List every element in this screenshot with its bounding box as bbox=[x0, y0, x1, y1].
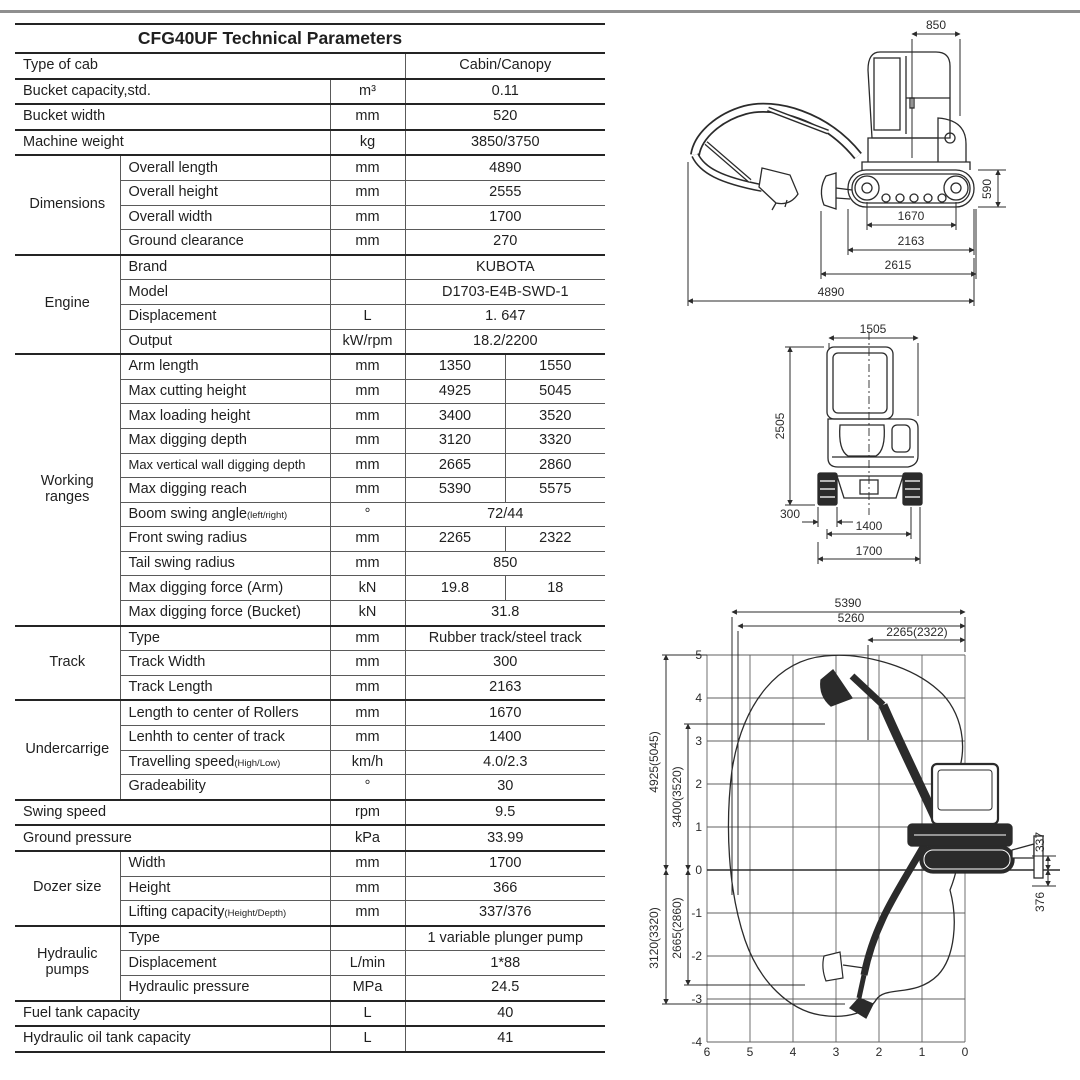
unit: kN bbox=[330, 601, 405, 626]
dim-300-label: 300 bbox=[779, 507, 801, 521]
x-tick: 0 bbox=[961, 1045, 969, 1059]
x-tick: 5 bbox=[746, 1045, 754, 1059]
param-label-text: Travelling speed bbox=[128, 753, 235, 770]
param-label: Type of cab bbox=[15, 53, 405, 79]
dim-1505-label: 1505 bbox=[859, 322, 887, 336]
dim-2505-label: 2505 bbox=[773, 412, 787, 440]
unit: mm bbox=[330, 230, 405, 255]
dim-blade-drop-label: 376 bbox=[1033, 891, 1047, 913]
unit: mm bbox=[330, 551, 405, 576]
param-label: Overall width bbox=[120, 205, 330, 230]
value-short-arm: 19.8 bbox=[405, 576, 505, 601]
unit: MPa bbox=[330, 975, 405, 1000]
value: 850 bbox=[405, 551, 605, 576]
param-label: Length to center of Rollers bbox=[120, 700, 330, 725]
unit: mm bbox=[330, 180, 405, 205]
value: 31.8 bbox=[405, 601, 605, 626]
dim-1400-label: 1400 bbox=[855, 519, 883, 533]
value-short-arm: 1350 bbox=[405, 354, 505, 379]
param-label: Brand bbox=[120, 255, 330, 280]
x-tick: 2 bbox=[875, 1045, 883, 1059]
working-range-diagram bbox=[640, 590, 1080, 1080]
value: 30 bbox=[405, 775, 605, 800]
unit: m³ bbox=[330, 79, 405, 105]
param-label: Model bbox=[120, 280, 330, 305]
param-label bbox=[120, 750, 330, 775]
value: 337/376 bbox=[405, 901, 605, 926]
value: 40 bbox=[405, 1001, 605, 1027]
x-tick: 1 bbox=[918, 1045, 926, 1059]
value: 3850/3750 bbox=[405, 130, 605, 156]
dim-1700-label: 1700 bbox=[855, 544, 883, 558]
unit: ° bbox=[330, 775, 405, 800]
value: 1*88 bbox=[405, 951, 605, 976]
y-tick: -2 bbox=[691, 949, 702, 963]
y-tick: 2 bbox=[695, 777, 702, 791]
unit: mm bbox=[330, 104, 405, 130]
value-long-arm: 3520 bbox=[505, 404, 605, 429]
dim-blade-lift-label: 337 bbox=[1033, 831, 1047, 853]
dim-2163-label: 2163 bbox=[897, 234, 925, 248]
param-label: Tail swing radius bbox=[120, 551, 330, 576]
x-axis-ticks bbox=[704, 1045, 969, 1059]
unit: mm bbox=[330, 404, 405, 429]
excavator-side-art bbox=[695, 52, 974, 210]
technical-parameters-table bbox=[15, 23, 605, 1053]
value-short-arm: 5390 bbox=[405, 478, 505, 503]
unit: L/min bbox=[330, 951, 405, 976]
unit: km/h bbox=[330, 750, 405, 775]
value-short-arm: 2265 bbox=[405, 527, 505, 552]
param-label: Max digging reach bbox=[120, 478, 330, 503]
dim-5260-label: 5260 bbox=[837, 611, 865, 625]
value: 2163 bbox=[405, 675, 605, 700]
value: 24.5 bbox=[405, 975, 605, 1000]
value: 1700 bbox=[405, 205, 605, 230]
value: 1400 bbox=[405, 726, 605, 751]
y-tick: 0 bbox=[695, 863, 702, 877]
working-range-svg bbox=[640, 590, 1080, 1080]
unit bbox=[330, 926, 405, 951]
param-label: Fuel tank capacity bbox=[15, 1001, 330, 1027]
param-label-small: (Height/Depth) bbox=[224, 908, 287, 920]
unit: L bbox=[330, 1001, 405, 1027]
param-label: Bucket width bbox=[15, 104, 330, 130]
dim-front-swing-label: 2265(2322) bbox=[886, 625, 948, 639]
excavator-front-art bbox=[818, 332, 922, 515]
param-label-small: (left/right) bbox=[247, 509, 288, 521]
param-label: Max digging force (Arm) bbox=[120, 576, 330, 601]
group-label-dozer-size: Dozer size bbox=[15, 851, 120, 926]
unit: mm bbox=[330, 726, 405, 751]
unit: ° bbox=[330, 502, 405, 527]
param-label: Max digging force (Bucket) bbox=[120, 601, 330, 626]
value: 300 bbox=[405, 651, 605, 676]
value: 0.11 bbox=[405, 79, 605, 105]
param-label-text: Boom swing angle bbox=[128, 505, 247, 522]
unit: mm bbox=[330, 527, 405, 552]
group-label-dimensions: Dimensions bbox=[15, 155, 120, 254]
param-label: Max digging depth bbox=[120, 428, 330, 453]
param-label: Ground clearance bbox=[120, 230, 330, 255]
dim-850-label: 850 bbox=[925, 18, 947, 32]
value-short-arm: 3120 bbox=[405, 428, 505, 453]
param-label: Machine weight bbox=[15, 130, 330, 156]
group-label-undercarriage: Undercarrige bbox=[15, 700, 120, 799]
unit: mm bbox=[330, 205, 405, 230]
param-label: Gradeability bbox=[120, 775, 330, 800]
param-label bbox=[120, 901, 330, 926]
unit: mm bbox=[330, 700, 405, 725]
x-tick: 6 bbox=[703, 1045, 711, 1059]
param-label: Overall height bbox=[120, 180, 330, 205]
front-view-drawing bbox=[740, 310, 1060, 585]
table-title: CFG40UF Technical Parameters bbox=[15, 24, 605, 53]
y-tick: 5 bbox=[695, 648, 702, 662]
param-label: Arm length bbox=[120, 354, 330, 379]
value-long-arm: 5045 bbox=[505, 379, 605, 404]
group-label-engine: Engine bbox=[15, 255, 120, 354]
unit: mm bbox=[330, 876, 405, 901]
param-label: Type bbox=[120, 926, 330, 951]
value: 1 variable plunger pump bbox=[405, 926, 605, 951]
dim-load-height-label: 3400(3520) bbox=[670, 766, 684, 828]
unit: mm bbox=[330, 453, 405, 478]
param-label: Type bbox=[120, 626, 330, 651]
unit: mm bbox=[330, 626, 405, 651]
value: 4890 bbox=[405, 155, 605, 180]
value-short-arm: 2665 bbox=[405, 453, 505, 478]
value-short-arm: 4925 bbox=[405, 379, 505, 404]
value-short-arm: 3400 bbox=[405, 404, 505, 429]
dim-4890-label: 4890 bbox=[817, 285, 845, 299]
param-label: Width bbox=[120, 851, 330, 876]
param-label: Ground pressure bbox=[15, 825, 330, 851]
value: 520 bbox=[405, 104, 605, 130]
y-tick: 3 bbox=[695, 734, 702, 748]
param-label: Displacement bbox=[120, 951, 330, 976]
value: KUBOTA bbox=[405, 255, 605, 280]
param-label: Displacement bbox=[120, 304, 330, 329]
x-tick: 4 bbox=[789, 1045, 797, 1059]
param-label: Max vertical wall digging depth bbox=[120, 453, 330, 478]
y-tick: -4 bbox=[691, 1035, 702, 1049]
param-label: Max cutting height bbox=[120, 379, 330, 404]
unit: mm bbox=[330, 901, 405, 926]
param-label bbox=[120, 502, 330, 527]
value-long-arm: 2322 bbox=[505, 527, 605, 552]
y-tick: -1 bbox=[691, 906, 702, 920]
unit: mm bbox=[330, 354, 405, 379]
dim-1670-label: 1670 bbox=[897, 209, 925, 223]
unit: mm bbox=[330, 478, 405, 503]
dim-2615-label: 2615 bbox=[884, 258, 912, 272]
value: 366 bbox=[405, 876, 605, 901]
side-view-svg bbox=[640, 10, 1080, 310]
value: 2555 bbox=[405, 180, 605, 205]
unit: kg bbox=[330, 130, 405, 156]
front-view-dimensions bbox=[773, 322, 920, 564]
unit: mm bbox=[330, 379, 405, 404]
unit: mm bbox=[330, 851, 405, 876]
param-label: Swing speed bbox=[15, 800, 330, 826]
unit: mm bbox=[330, 675, 405, 700]
value: 41 bbox=[405, 1026, 605, 1052]
unit: L bbox=[330, 304, 405, 329]
value: 1670 bbox=[405, 700, 605, 725]
value-long-arm: 1550 bbox=[505, 354, 605, 379]
value: 33.99 bbox=[405, 825, 605, 851]
unit bbox=[330, 280, 405, 305]
value: Rubber track/steel track bbox=[405, 626, 605, 651]
dim-cut-height-label: 4925(5045) bbox=[647, 731, 661, 793]
value-long-arm: 5575 bbox=[505, 478, 605, 503]
param-label: Bucket capacity,std. bbox=[15, 79, 330, 105]
param-label: Max loading height bbox=[120, 404, 330, 429]
param-label: Overall length bbox=[120, 155, 330, 180]
unit: L bbox=[330, 1026, 405, 1052]
unit: mm bbox=[330, 155, 405, 180]
y-tick: -3 bbox=[691, 992, 702, 1006]
value: 72/44 bbox=[405, 502, 605, 527]
unit: kN bbox=[330, 576, 405, 601]
y-tick: 1 bbox=[695, 820, 702, 834]
dim-dig-depth-label: 3120(3320) bbox=[647, 907, 661, 969]
value-long-arm: 3320 bbox=[505, 428, 605, 453]
dim-590-label: 590 bbox=[980, 178, 994, 200]
param-label: Hydraulic pressure bbox=[120, 975, 330, 1000]
group-label-working-ranges: Working ranges bbox=[15, 354, 120, 626]
x-tick: 3 bbox=[832, 1045, 840, 1059]
excavator-range-art bbox=[821, 670, 1043, 1018]
value-long-arm: 2860 bbox=[505, 453, 605, 478]
value: 4.0/2.3 bbox=[405, 750, 605, 775]
front-view-svg bbox=[740, 310, 1060, 580]
value: 18.2/2200 bbox=[405, 329, 605, 354]
param-label: Hydraulic oil tank capacity bbox=[15, 1026, 330, 1052]
value: 1. 647 bbox=[405, 304, 605, 329]
value-long-arm: 18 bbox=[505, 576, 605, 601]
param-label: Track Width bbox=[120, 651, 330, 676]
value: 1700 bbox=[405, 851, 605, 876]
dim-5390-label: 5390 bbox=[834, 596, 862, 610]
unit: mm bbox=[330, 428, 405, 453]
unit: kW/rpm bbox=[330, 329, 405, 354]
param-label: Height bbox=[120, 876, 330, 901]
value: 9.5 bbox=[405, 800, 605, 826]
param-label-text: Lifting capacity bbox=[128, 904, 225, 921]
unit: mm bbox=[330, 651, 405, 676]
param-label-small: (High/Low) bbox=[234, 757, 281, 769]
unit: kPa bbox=[330, 825, 405, 851]
y-axis-ticks bbox=[691, 648, 702, 1049]
param-label: Output bbox=[120, 329, 330, 354]
param-label: Track Length bbox=[120, 675, 330, 700]
group-label-hydraulic-pumps: Hydraulic pumps bbox=[15, 926, 120, 1001]
value: D1703-E4B-SWD-1 bbox=[405, 280, 605, 305]
dim-wall-depth-label: 2665(2860) bbox=[670, 897, 684, 959]
group-label-track: Track bbox=[15, 626, 120, 701]
y-tick: 4 bbox=[695, 691, 702, 705]
unit bbox=[330, 255, 405, 280]
value: Cabin/Canopy bbox=[405, 53, 605, 79]
param-label: Lenhth to center of track bbox=[120, 726, 330, 751]
side-view-drawing bbox=[640, 10, 1080, 315]
unit: rpm bbox=[330, 800, 405, 826]
param-label: Front swing radius bbox=[120, 527, 330, 552]
value: 270 bbox=[405, 230, 605, 255]
